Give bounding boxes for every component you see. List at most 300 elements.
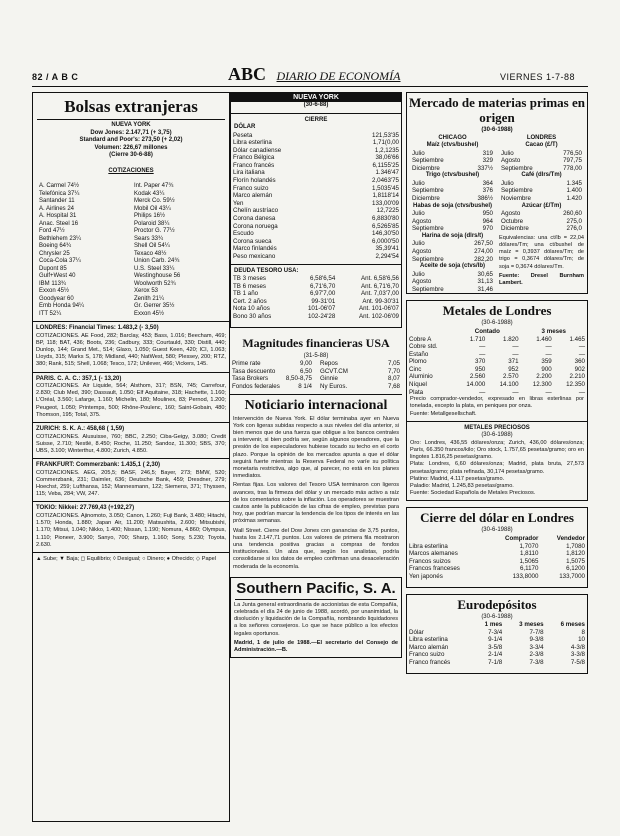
londres-label: LONDRES: [526, 134, 557, 141]
commodity-row: [410, 180, 495, 188]
commodity-row: [410, 256, 495, 264]
southern-title: Southern Pacific, S. A.: [236, 579, 396, 597]
masthead-logo: ABC: [228, 64, 267, 84]
habas-table: [410, 210, 495, 233]
ny-stock-item: Proctor G. 77½: [134, 228, 175, 234]
currency-row: [231, 132, 401, 140]
table-cell: 6,1155'25: [372, 161, 399, 169]
table-cell: 1.710: [469, 335, 486, 343]
londres-column: [499, 135, 584, 294]
trigo-label: Trigo (ctvs/bushel): [425, 172, 480, 179]
commodity-row: [499, 225, 584, 233]
table-cell: —: [545, 343, 552, 351]
zurich-text: COTIZACIONES. Alusuisse, 760; BBC, 2.250; Ciba-Geigy, 3.080; Credit Suisse, 2.710; Nestlé, 8.450; Roche, 11.250; Sandoz, 11.300; SBS, 370; UBS, 3.100; Winterthur, 4.800; Zurich, 4.850.: [36, 433, 226, 454]
table-cell: 1.345: [566, 179, 582, 187]
table-cell: 274,00: [474, 247, 493, 255]
table-cell: 2.210: [569, 373, 585, 381]
table-cell: 7-5/8: [570, 659, 585, 667]
deuda-table: [231, 275, 401, 321]
bolsas-title: Bolsas extranjeras: [64, 97, 198, 116]
divider: [33, 552, 229, 553]
table-cell: Plomo: [409, 358, 427, 366]
deuda-row: [231, 275, 401, 283]
materias-grid: [410, 135, 584, 294]
table-cell: 900: [541, 365, 552, 373]
table-cell: Agosto: [501, 157, 521, 165]
commodity-row: [410, 195, 495, 203]
table-cell: —: [545, 388, 552, 396]
materias-date: (30-6-1988): [481, 127, 513, 133]
cafe-label: Café (dlrs/Tm): [521, 172, 562, 179]
noticiario-title: Noticiario internacional: [244, 397, 388, 413]
materias-primas-box: [406, 92, 588, 294]
rentas-text: Rentas fijas. Los valores del Tesoro USA terminaron con ligeros avances, tras la firmeza del dólar y un mercado más activo a raíz de los comentarios sobre la inflación. Los operadores se muestran cautos ante la publicación de las cifras de empleo, previstas para hoy, que podrían marcar la tendencia de los tipos de interés en las próximas semanas.: [233, 482, 399, 525]
table-cell: —: [578, 388, 585, 396]
ny-stock-item: U.S. Steel 33¼: [134, 265, 175, 272]
table-cell: 12,7225: [376, 207, 399, 215]
southern-footer: Madrid, 1 de julio de 1988.—El secretario del Consejo de Administración.—B.: [234, 639, 398, 654]
table-cell: 6,50: [299, 367, 312, 375]
table-cell: 30,65: [477, 270, 493, 278]
ny-stock-item: Union Carb. 24¾: [134, 258, 180, 264]
table-cell: 101-06'07: [307, 305, 336, 313]
table-cell: 9-3/8: [529, 636, 544, 644]
habas-label: Habas de soja (ctvs/bushel): [412, 202, 493, 209]
metal-row: [407, 343, 587, 351]
table-cell: 10: [578, 636, 585, 644]
currency-row: [231, 253, 401, 261]
table-cell: —: [512, 388, 519, 396]
table-cell: 329: [482, 157, 493, 165]
paladio-text: Paladio: Madrid, 1.245,83 pesetas/gramo.: [410, 483, 514, 490]
platino-text: Platino: Madrid, 4.117 pesetas/gramo.: [410, 475, 505, 482]
chicago-label: CHICAGO: [438, 134, 467, 141]
table-cell: Corona noruega: [233, 222, 278, 230]
table-cell: 121,53'35: [372, 131, 399, 139]
table-cell: 8,07: [387, 375, 400, 383]
table-cell: —: [479, 350, 486, 358]
euro-row: [407, 651, 587, 659]
table-cell: 1,8120: [566, 550, 585, 558]
ny-line: (Cierre 30-6-88): [109, 152, 153, 158]
table-cell: Ant. 102-06'09: [358, 313, 399, 321]
table-cell: 35,39'41: [375, 245, 399, 253]
table-cell: 7,70: [387, 367, 400, 375]
currency-row: [231, 245, 401, 253]
currency-row: [231, 177, 401, 185]
table-cell: 6,8830'80: [372, 215, 399, 223]
currency-row: [231, 139, 401, 147]
commodity-row: [499, 210, 584, 218]
noticiario-text: Intervención de Nueva York. El dólar terminaba ayer en Nueva York con ligeras subidas respecto a sus niveles del día anterior, si bien menos que de una fuerza que obligue a los bancos centrales a intervenir, si bien podría ser, según algunos operadores, que la presión de los especuladores hubiese tocado su techo en el corto plazo. Porque la opinión de los mercados apunta a que el dólar seguirá fuerte mientras la Reserva Federal no varíe su política monetaria restrictiva, algo que, al parecer, no está en los planes inmediatos.: [233, 415, 399, 480]
table-cell: 4-3/8: [570, 643, 585, 651]
london-title: LONDRES: Financial Times: 1.483,2 (- 3,50): [36, 325, 159, 331]
ny-stock-item: Emb Honda 94¼: [39, 303, 85, 309]
middle-column: [230, 92, 402, 658]
table-cell: 6,1200: [566, 565, 585, 573]
divider: [33, 501, 229, 502]
magnitudes-grid: [230, 360, 402, 390]
table-cell: Lira italiana: [233, 169, 265, 177]
masthead-section: DIARIO DE ECONOMÍA: [276, 69, 401, 83]
chicago-column: [410, 135, 495, 294]
table-cell: 386½: [477, 194, 493, 202]
table-cell: Noviembre: [501, 194, 531, 202]
table-cell: Nota 10 años: [233, 305, 270, 313]
table-cell: Plata: [409, 388, 424, 396]
table-cell: 376: [482, 187, 493, 195]
commodity-row: [410, 218, 495, 226]
deuda-row: [231, 290, 401, 298]
table-cell: Franco Bélgica: [233, 154, 275, 162]
table-cell: 7-7/8: [529, 628, 544, 636]
commodity-row: [410, 165, 495, 173]
ny-stock-item: Bethlehem 23¼: [39, 235, 82, 242]
table-cell: 2.200: [536, 373, 552, 381]
table-cell: 267,50: [474, 240, 493, 248]
table-cell: Franco suizo: [233, 184, 269, 192]
table-cell: Agosto: [412, 217, 432, 225]
magnitudes-left: [230, 360, 314, 390]
currency-row: [231, 169, 401, 177]
dolar-londres-box: [406, 507, 588, 587]
table-cell: 1,7080: [566, 542, 585, 550]
materias-title: Mercado de materias primas en origen: [409, 95, 585, 125]
commodity-row: [499, 180, 584, 188]
ny-subtitle: NUEVA YORK: [111, 122, 151, 128]
table-cell: 371: [508, 358, 519, 366]
commodity-row: [410, 225, 495, 233]
ny-line: Standard and Poor's: 273,50 (+ 2,02): [79, 137, 183, 143]
table-cell: 7,05: [387, 360, 400, 368]
table-cell: Peseta: [233, 131, 253, 139]
metal-row: [407, 373, 587, 381]
table-cell: 9-1/4: [488, 636, 503, 644]
table-cell: 12.300: [532, 381, 552, 389]
currency-row: [231, 223, 401, 231]
currency-row: [231, 207, 401, 215]
magnitudes-row: [230, 368, 314, 376]
ny-currency-table: [231, 132, 401, 261]
ny-box-date: (30-6-88): [303, 102, 329, 108]
table-cell: Diciembre: [412, 194, 440, 202]
commodity-row: [499, 150, 584, 158]
table-cell: Estaño: [409, 350, 429, 358]
table-cell: Francos franceses: [409, 565, 460, 573]
ny-stock-item: Zenith 21¼: [134, 295, 165, 302]
table-cell: 8,50-8,75: [285, 375, 312, 383]
table-cell: Franco francés: [233, 161, 275, 169]
ny-stock-item: Santander 11: [39, 198, 75, 204]
materias-note: Equivalencias: una ct/lb = 22,04 dólares/Tm; una ct/bushel de maíz = 0,3937 dólares/Tm; de trigo = 0,3674 dólares/Tm; de soja = 0,3674 dólares/Tm.: [499, 234, 584, 270]
oro-text: Oro: Londres, 436,55 dólares/onza; Zurich, 436,00 dólares/onza; París, 66.350 francos/kilo; Oro stock, 1.757,65 pesetas/gramo; oro en lingotes 1.816,25 pesetas/gramo.: [410, 439, 584, 461]
table-cell: Dólar canadiense: [233, 146, 282, 154]
page-date: VIERNES 1-7-88: [500, 72, 576, 82]
magnitudes-title: Magnitudes financieras USA: [242, 335, 390, 350]
euro-col-3meses: 3 meses: [519, 621, 544, 629]
ny-stock-item: Anac. Steel 16: [39, 220, 79, 227]
metal-row: [407, 336, 587, 344]
legend: ▲ Sube; ▼ Baja; ◻ Equilibrio; ◊ Desigual; ○ Dinero; ● Ofrecido; ◇ Papel: [36, 555, 217, 562]
currency-row: [231, 192, 401, 200]
table-cell: Marco finlandés: [233, 245, 277, 253]
table-cell: 2.560: [469, 373, 486, 381]
table-cell: Ant. 6,71'6,70: [361, 282, 399, 290]
table-cell: Agosto: [501, 210, 521, 218]
table-cell: Cert. 2 años: [233, 297, 267, 305]
table-cell: Ginnie: [320, 375, 338, 383]
commodity-row: [499, 165, 584, 173]
metal-row: [407, 366, 587, 374]
table-cell: Septiembre: [501, 164, 533, 172]
table-cell: 778,00: [563, 164, 582, 172]
divider: [33, 458, 229, 459]
ny-stock-item: ITT 52¼: [39, 310, 62, 317]
metales-note: Precio comprador-vendedor, expresado en libras esterlinas por tonelada, excepto la plata, en peniques por onza.: [410, 396, 584, 410]
materias-fuente: Fuente: Dresel Burnham Lambert.: [499, 272, 584, 287]
ny-stock-item: Exxon 45½: [39, 288, 70, 294]
currency-row: [231, 215, 401, 223]
table-cell: 102-24'28: [307, 313, 336, 321]
ny-box-title: NUEVA YORK: [231, 93, 401, 102]
dolar-row: [407, 550, 587, 558]
metal-row: [407, 358, 587, 366]
table-cell: 1.460: [536, 335, 552, 343]
table-cell: Franco francés: [409, 659, 451, 667]
table-cell: 3-3/4: [529, 643, 544, 651]
table-cell: 1,5075: [566, 557, 585, 565]
magnitudes-row: [230, 383, 314, 391]
bolsas-extranjeras-box: [32, 92, 230, 822]
metales-box: [406, 300, 588, 501]
table-cell: 950: [482, 210, 493, 218]
table-cell: TB 1 año: [233, 290, 259, 298]
table-cell: Julio: [501, 149, 514, 157]
preciosos-title: METALES PRECIOSOS: [464, 424, 530, 431]
divider: [33, 321, 229, 322]
dolar-londres-table: [407, 535, 587, 581]
ny-stock-item: Goodyear 60: [39, 295, 74, 302]
magnitudes-right: [318, 360, 402, 390]
metales-col-contado: Contado: [474, 327, 500, 335]
ny-line: Volumen: 226,67 millones: [94, 144, 168, 151]
ny-stock-item: Philips 16½: [134, 213, 166, 219]
euro-row: [407, 659, 587, 667]
frankfurt-text: COTIZACIONES. AEG, 205,5; BASF, 246,5; Bayer, 273; BMW, 520; Commerzbank, 231; Daimler, 636; Deutsche Bank, 459; Dresdner, 279; Hoechst, 259; Lufthansa, 152; Mannesmann, 122; Siemens, 371; Thyssen, 115; Veba, 284; VW, 247.: [36, 469, 226, 498]
trigo-table: [410, 180, 495, 203]
harina-table: [410, 240, 495, 263]
euro-row: [407, 644, 587, 652]
table-cell: —: [578, 350, 585, 358]
table-cell: 6,58'6,54: [310, 275, 336, 283]
table-cell: 2,294'54: [375, 253, 399, 260]
table-cell: Ant. 99-30'31: [362, 297, 399, 305]
table-cell: Florín holandés: [233, 177, 276, 185]
table-cell: 1,5065: [519, 557, 539, 565]
table-cell: 12.350: [566, 381, 585, 389]
euro-table: [407, 621, 587, 667]
table-cell: 133,00'09: [372, 199, 399, 207]
ny-stock-item: Gr. Gerrer 35½: [134, 303, 175, 309]
table-cell: Chelín austríaco: [233, 207, 279, 215]
metales-col-3meses: 3 meses: [541, 327, 566, 335]
table-cell: Tasa descuento: [232, 367, 276, 375]
table-cell: 797,75: [563, 157, 582, 165]
table-cell: 260,60: [563, 210, 582, 218]
ny-stock-item: Woolworth 52¾: [134, 280, 176, 287]
table-cell: Diciembre: [501, 225, 529, 233]
table-cell: 359: [541, 358, 552, 366]
spacer: [407, 667, 587, 673]
table-cell: Francos suizos: [409, 557, 451, 565]
table-cell: Marcos alemanes: [409, 550, 458, 558]
ny-stock-item: Xerox 53: [134, 288, 159, 294]
table-cell: 275,0: [566, 217, 582, 225]
table-cell: 1,8118'14: [372, 192, 399, 200]
tokio-text: COTIZACIONES. Ajinomoto, 3.050; Canon, 1.260; Fuji Bank, 3.480; Hitachi, 1.570; Honda, 1.880; Japan Air, 11.200; Matsushita, 2.600; Mitsubishi, 1.170; Mitsui, 1.040; Nikko, 1.400; Nissan, 1.190; Nomura, 4.860; Olympus, 1.110; Pioneer, 3.900; Sanyo, 700; Sharp, 1.160; Sony, 5.230; Toyota, 2.630.: [36, 512, 226, 548]
ny-stock-item: Ford 47½: [39, 228, 65, 234]
commodity-row: [499, 218, 584, 226]
table-cell: Libra esterlina: [409, 636, 448, 644]
table-cell: Julio: [501, 179, 514, 187]
ny-stock-item: Int. Paper 47¾: [134, 183, 174, 189]
table-cell: 776,50: [563, 149, 582, 157]
metal-row: [407, 389, 587, 397]
table-cell: Julio: [412, 210, 425, 218]
table-cell: Escudo: [233, 230, 254, 238]
table-cell: 970: [482, 225, 493, 233]
table-cell: Septiembre: [412, 187, 444, 195]
divider: [37, 119, 225, 120]
table-cell: 31,13: [477, 278, 493, 286]
table-cell: 9,00: [299, 360, 312, 368]
ny-stock-item: Shell Oil 54¼: [134, 243, 170, 249]
table-cell: Julio: [412, 149, 425, 157]
table-cell: 1.465: [569, 335, 585, 343]
ny-stock-item: Texaco 48½: [134, 250, 167, 257]
table-cell: Prime rate: [232, 360, 261, 368]
southern-text: La Junta general extraordinaria de accionistas de esta Compañía, celebrada el día 24 de junio de 1988, acordó, por unanimidad, la disolución y liquidación de la Compañía, nombrando liquidadores a los señores consejeros. Lo que se hace público a los efectos legales oportunos.: [234, 601, 398, 637]
ny-stock-item: Gulf+West 40: [39, 273, 76, 279]
dolar-row: [407, 543, 587, 551]
table-cell: 1.346'47: [375, 169, 399, 177]
cacao-table: [499, 150, 584, 173]
table-cell: TB 6 meses: [233, 282, 267, 290]
table-cell: 950: [475, 365, 486, 373]
ny-stock-item: A. Carmel 74½: [39, 183, 80, 189]
deuda-row: [231, 283, 401, 291]
zurich-title: ZURICH: S. K. A.: 458,68 ( 1,59): [36, 426, 125, 433]
table-cell: Septiembre: [412, 285, 444, 293]
table-cell: 2,0463'75: [372, 177, 399, 185]
divider: [230, 394, 402, 395]
metales-table: [407, 328, 587, 396]
table-cell: 7,68: [387, 382, 400, 390]
table-cell: 133,7000: [559, 572, 585, 580]
table-cell: 3-3/8: [570, 651, 585, 659]
tokio-title: TOKIO: Nikkei: 27.769,43 (+192,27): [36, 505, 135, 512]
euro-title: Eurodepósitos: [457, 596, 537, 612]
magnitudes-row: [230, 360, 314, 368]
commodity-row: [410, 187, 495, 195]
metales-date: (30-6-1988): [481, 320, 513, 327]
table-cell: 902: [574, 365, 585, 373]
table-cell: Diciembre: [412, 164, 440, 172]
preciosos-date: (30-6-1988): [481, 432, 513, 439]
ny-stock-item: A. Airlines 24: [39, 205, 75, 212]
table-cell: Septiembre: [501, 187, 533, 195]
currency-row: [231, 230, 401, 238]
ny-stock-list-left: [39, 183, 128, 318]
table-cell: GCVT.CM: [320, 367, 348, 375]
commodity-row: [410, 278, 495, 286]
euro-row: [407, 629, 587, 637]
table-cell: Ant. 7,03'7,00: [361, 290, 399, 298]
london-text: COTIZACIONES. AE Food, 282; Barclay, 453; Bass, 1.016; Beecham, 469; BP, 118; BAT, 436; Boots, 236; Cadbury, 333; Courtauld, 330; Distill, 440; Dunlop, 144; Grand Met., 514; Glaxo, 1.050; Guest Keen, 420; ICI, 1.063; Lloyds, 315; Marks S, 178; Midland, 440; NatWest, 580; Plessey, 200; RTZ, 380; Rank, 515; Shell, 1.068; Tesco, 172; Unilever, 466; Vickers, 145.: [36, 332, 226, 368]
divider: [231, 113, 401, 114]
commodity-row: [410, 240, 495, 248]
table-cell: Níquel: [409, 381, 427, 389]
plata-text: Plata: Londres, 6,60 dólares/onza; Madrid, plata bruta, 27,573 pesetas/gramo; plata refinada, 30,174 pesetas/gramo.: [410, 461, 584, 475]
table-cell: Agosto: [412, 278, 432, 286]
table-cell: Julio: [412, 270, 425, 278]
right-column: [406, 92, 588, 674]
table-cell: Aluminio: [409, 373, 433, 381]
ny-stock-item: Polaroid 38¼: [134, 220, 170, 227]
table-cell: 146,30'50: [372, 230, 399, 238]
table-cell: Corona sueca: [233, 237, 272, 245]
azucar-table: [499, 210, 584, 233]
currency-row: [231, 200, 401, 208]
table-cell: 964: [482, 217, 493, 225]
table-cell: 1.420: [566, 194, 582, 202]
table-cell: 360: [574, 358, 585, 366]
maiz-label: Maíz (ctvs/bushel): [426, 142, 479, 148]
azucar-label: Azúcar (£/Tm): [521, 202, 562, 209]
table-cell: 31,46: [477, 285, 493, 293]
currency-row: [231, 147, 401, 155]
dolar-row: [407, 558, 587, 566]
ny-stock-item: Dupont 85: [39, 265, 67, 272]
ny-box-cierre: CIERRE: [304, 116, 328, 123]
table-cell: —: [479, 343, 486, 351]
masthead: [228, 64, 401, 85]
ny-stock-item: Kodak 43¼: [134, 190, 165, 197]
dolar-row: [407, 573, 587, 581]
table-cell: Octubre: [501, 217, 524, 225]
table-cell: Fondos federales: [232, 382, 280, 390]
commodity-row: [499, 195, 584, 203]
table-cell: —: [512, 343, 519, 351]
table-cell: 8 1/4: [298, 382, 312, 390]
table-cell: —: [578, 343, 585, 351]
magnitudes-row: [230, 375, 314, 383]
ny-stock-item: Exxon 45½: [134, 310, 165, 317]
table-cell: 14.100: [499, 381, 519, 389]
dolar-londres-title: Cierre del dólar en Londres: [420, 510, 574, 526]
southern-pacific-notice: [230, 577, 402, 658]
table-cell: 7-1/8: [488, 659, 503, 667]
table-cell: 1,71(0,00: [372, 139, 399, 147]
paris-text: COTIZACIONES. Air Liquide, 564; Alsthom, 317; BSN, 745; Carrefour, 2.830; Club Med, 390; Dassault, 1.050; Elf Aquitaine, 318; Hachette, 1.160; L'Oréal, 3.560; Lafarge, 1.160; Michelin, 180; Moulinex, 83; Pernod, 1.200; Peugeot, 1.050; Printemps, 500; Rhône-Poulenc, 160; Saint-Gobain, 480; Thomson, 195; Total, 375.: [36, 383, 226, 418]
col-comprador: Comprador: [505, 534, 539, 542]
cotizaciones-label: COTIZACIONES: [108, 167, 154, 174]
table-cell: Corona danesa: [233, 215, 276, 223]
table-cell: Libra esterlina: [233, 139, 272, 147]
currency-row: [231, 185, 401, 193]
table-cell: 1,8110: [519, 550, 539, 558]
table-cell: 6,5265'85: [372, 222, 399, 230]
